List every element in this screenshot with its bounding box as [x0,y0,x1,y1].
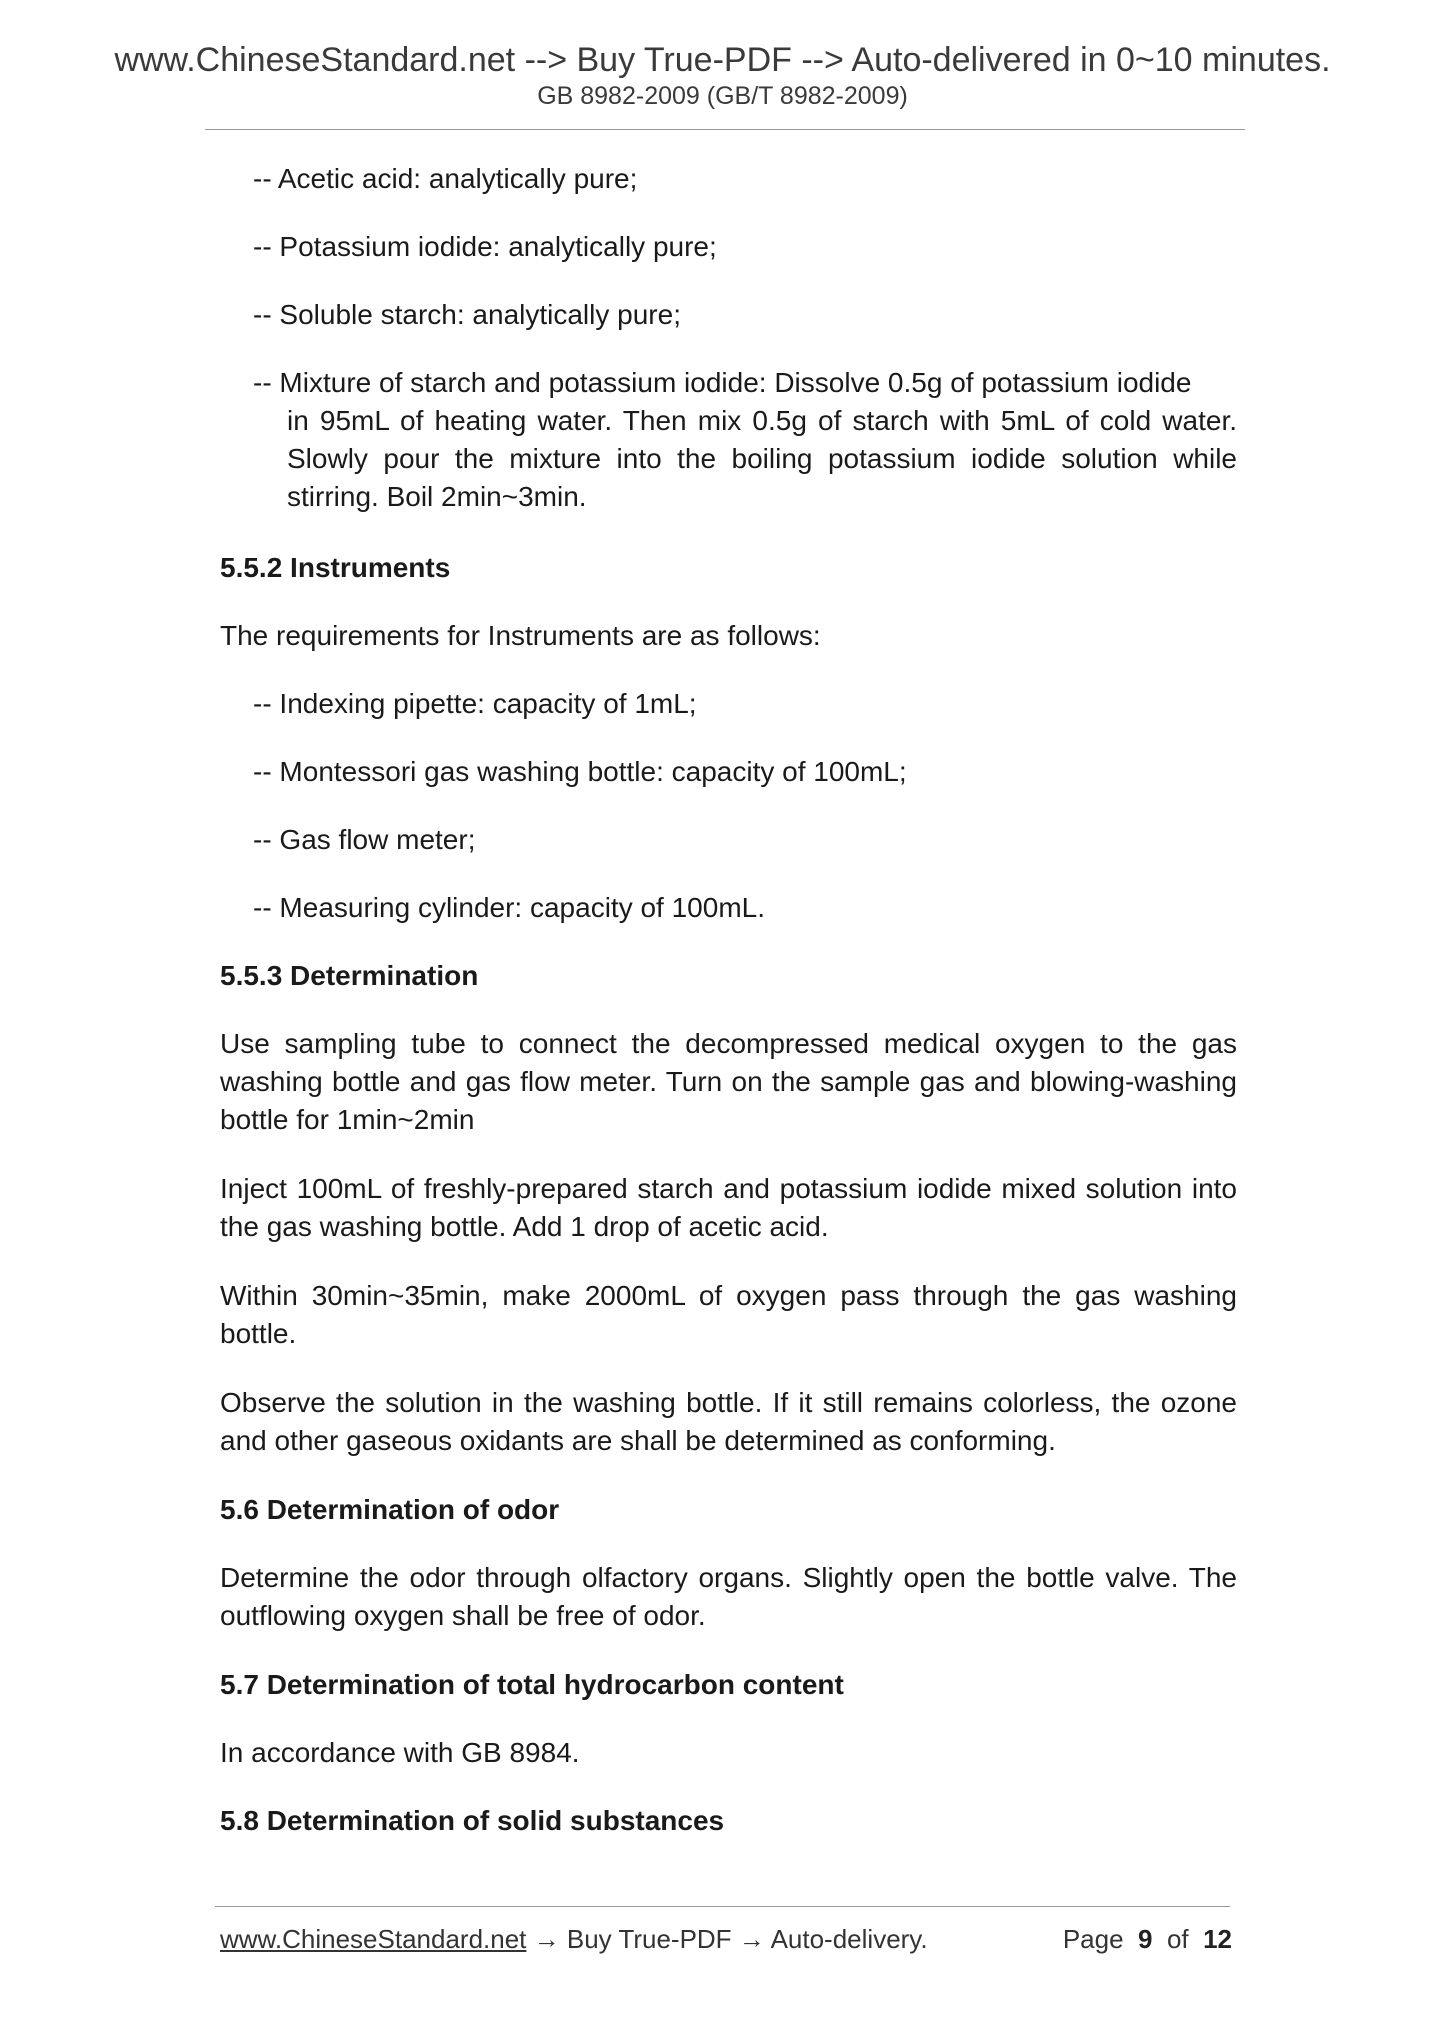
instrument-item-flow-meter: -- Gas flow meter; [253,824,476,855]
section-heading-odor: 5.6 Determination of odor [220,1494,560,1525]
header-banner[interactable]: www.ChineseStandard.net --> Buy True-PDF --> Auto-delivered in 0~10 minutes. [114,41,1331,79]
determination-paragraph-3: Within 30min~35min, make 2000mL of oxygen pass through the gas washing bottle. [220,1280,1237,1349]
instruments-intro: The requirements for Instruments are as follows: [220,620,821,651]
determination-paragraph-1: Use sampling tube to connect the decompressed medical oxygen to the gas washing bottle and gas flow meter. Turn on the sample gas and blowing-washing bottle for 1min~2min [220,1028,1237,1135]
reagent-item-mixture [253,364,1237,516]
standard-number: GB 8982-2009 (GB/T 8982-2009) [537,82,908,110]
section-heading-instruments: 5.5.2 Instruments [220,552,451,583]
page-label: Page [1062,1924,1124,1954]
determination-paragraph-2: Inject 100mL of freshly-prepared starch and potassium iodide mixed solution into the gas washing bottle. Add 1 drop of acetic acid. [220,1173,1237,1242]
instrument-item-washing-bottle: -- Montessori gas washing bottle: capacity of 100mL; [253,756,907,787]
footer-left [220,1922,928,1956]
reagent-item-potassium-iodide: -- Potassium iodide: analytically pure; [253,231,717,262]
reagent-item-soluble-starch: -- Soluble starch: analytically pure; [253,299,681,330]
section-heading-hydrocarbon: 5.7 Determination of total hydrocarbon content [220,1669,844,1700]
page-indicator [1063,1922,1232,1956]
footer-tagline: → Buy True-PDF → Auto-delivery. [526,1924,928,1954]
page-number: 9 [1138,1924,1153,1954]
section-heading-determination: 5.5.3 Determination [220,960,479,991]
instrument-item-cylinder: -- Measuring cylinder: capacity of 100mL. [253,892,765,923]
footer-divider [215,1906,1230,1907]
section-heading-solid-substances: 5.8 Determination of solid substances [220,1805,725,1836]
determination-paragraph-4: Observe the solution in the washing bottle. If it still remains colorless, the ozone and other gaseous oxidants are shall be determined as conforming. [220,1387,1237,1456]
footer-site-link[interactable]: www.ChineseStandard.net [220,1924,527,1954]
mixture-continuation: in 95mL of heating water. Then mix 0.5g of starch with 5mL of cold water. Slowly pour the mixture into the boiling potassium iodide solution while stirring. Boil 2min~3min. [287,405,1237,512]
mixture-lead-line: -- Mixture of starch and potassium iodide: Dissolve 0.5g of potassium iodide [253,367,1192,398]
page-header [0,40,1445,112]
odor-paragraph: Determine the odor through olfactory organs. Slightly open the bottle valve. The outflowing oxygen shall be free of odor. [220,1562,1237,1631]
of-label: of [1166,1924,1189,1954]
instrument-item-pipette: -- Indexing pipette: capacity of 1mL; [253,688,697,719]
page-total: 12 [1203,1924,1232,1954]
hydrocarbon-paragraph: In accordance with GB 8984. [220,1737,580,1768]
header-divider [205,129,1245,130]
reagent-item-acetic-acid: -- Acetic acid: analytically pure; [253,163,638,194]
